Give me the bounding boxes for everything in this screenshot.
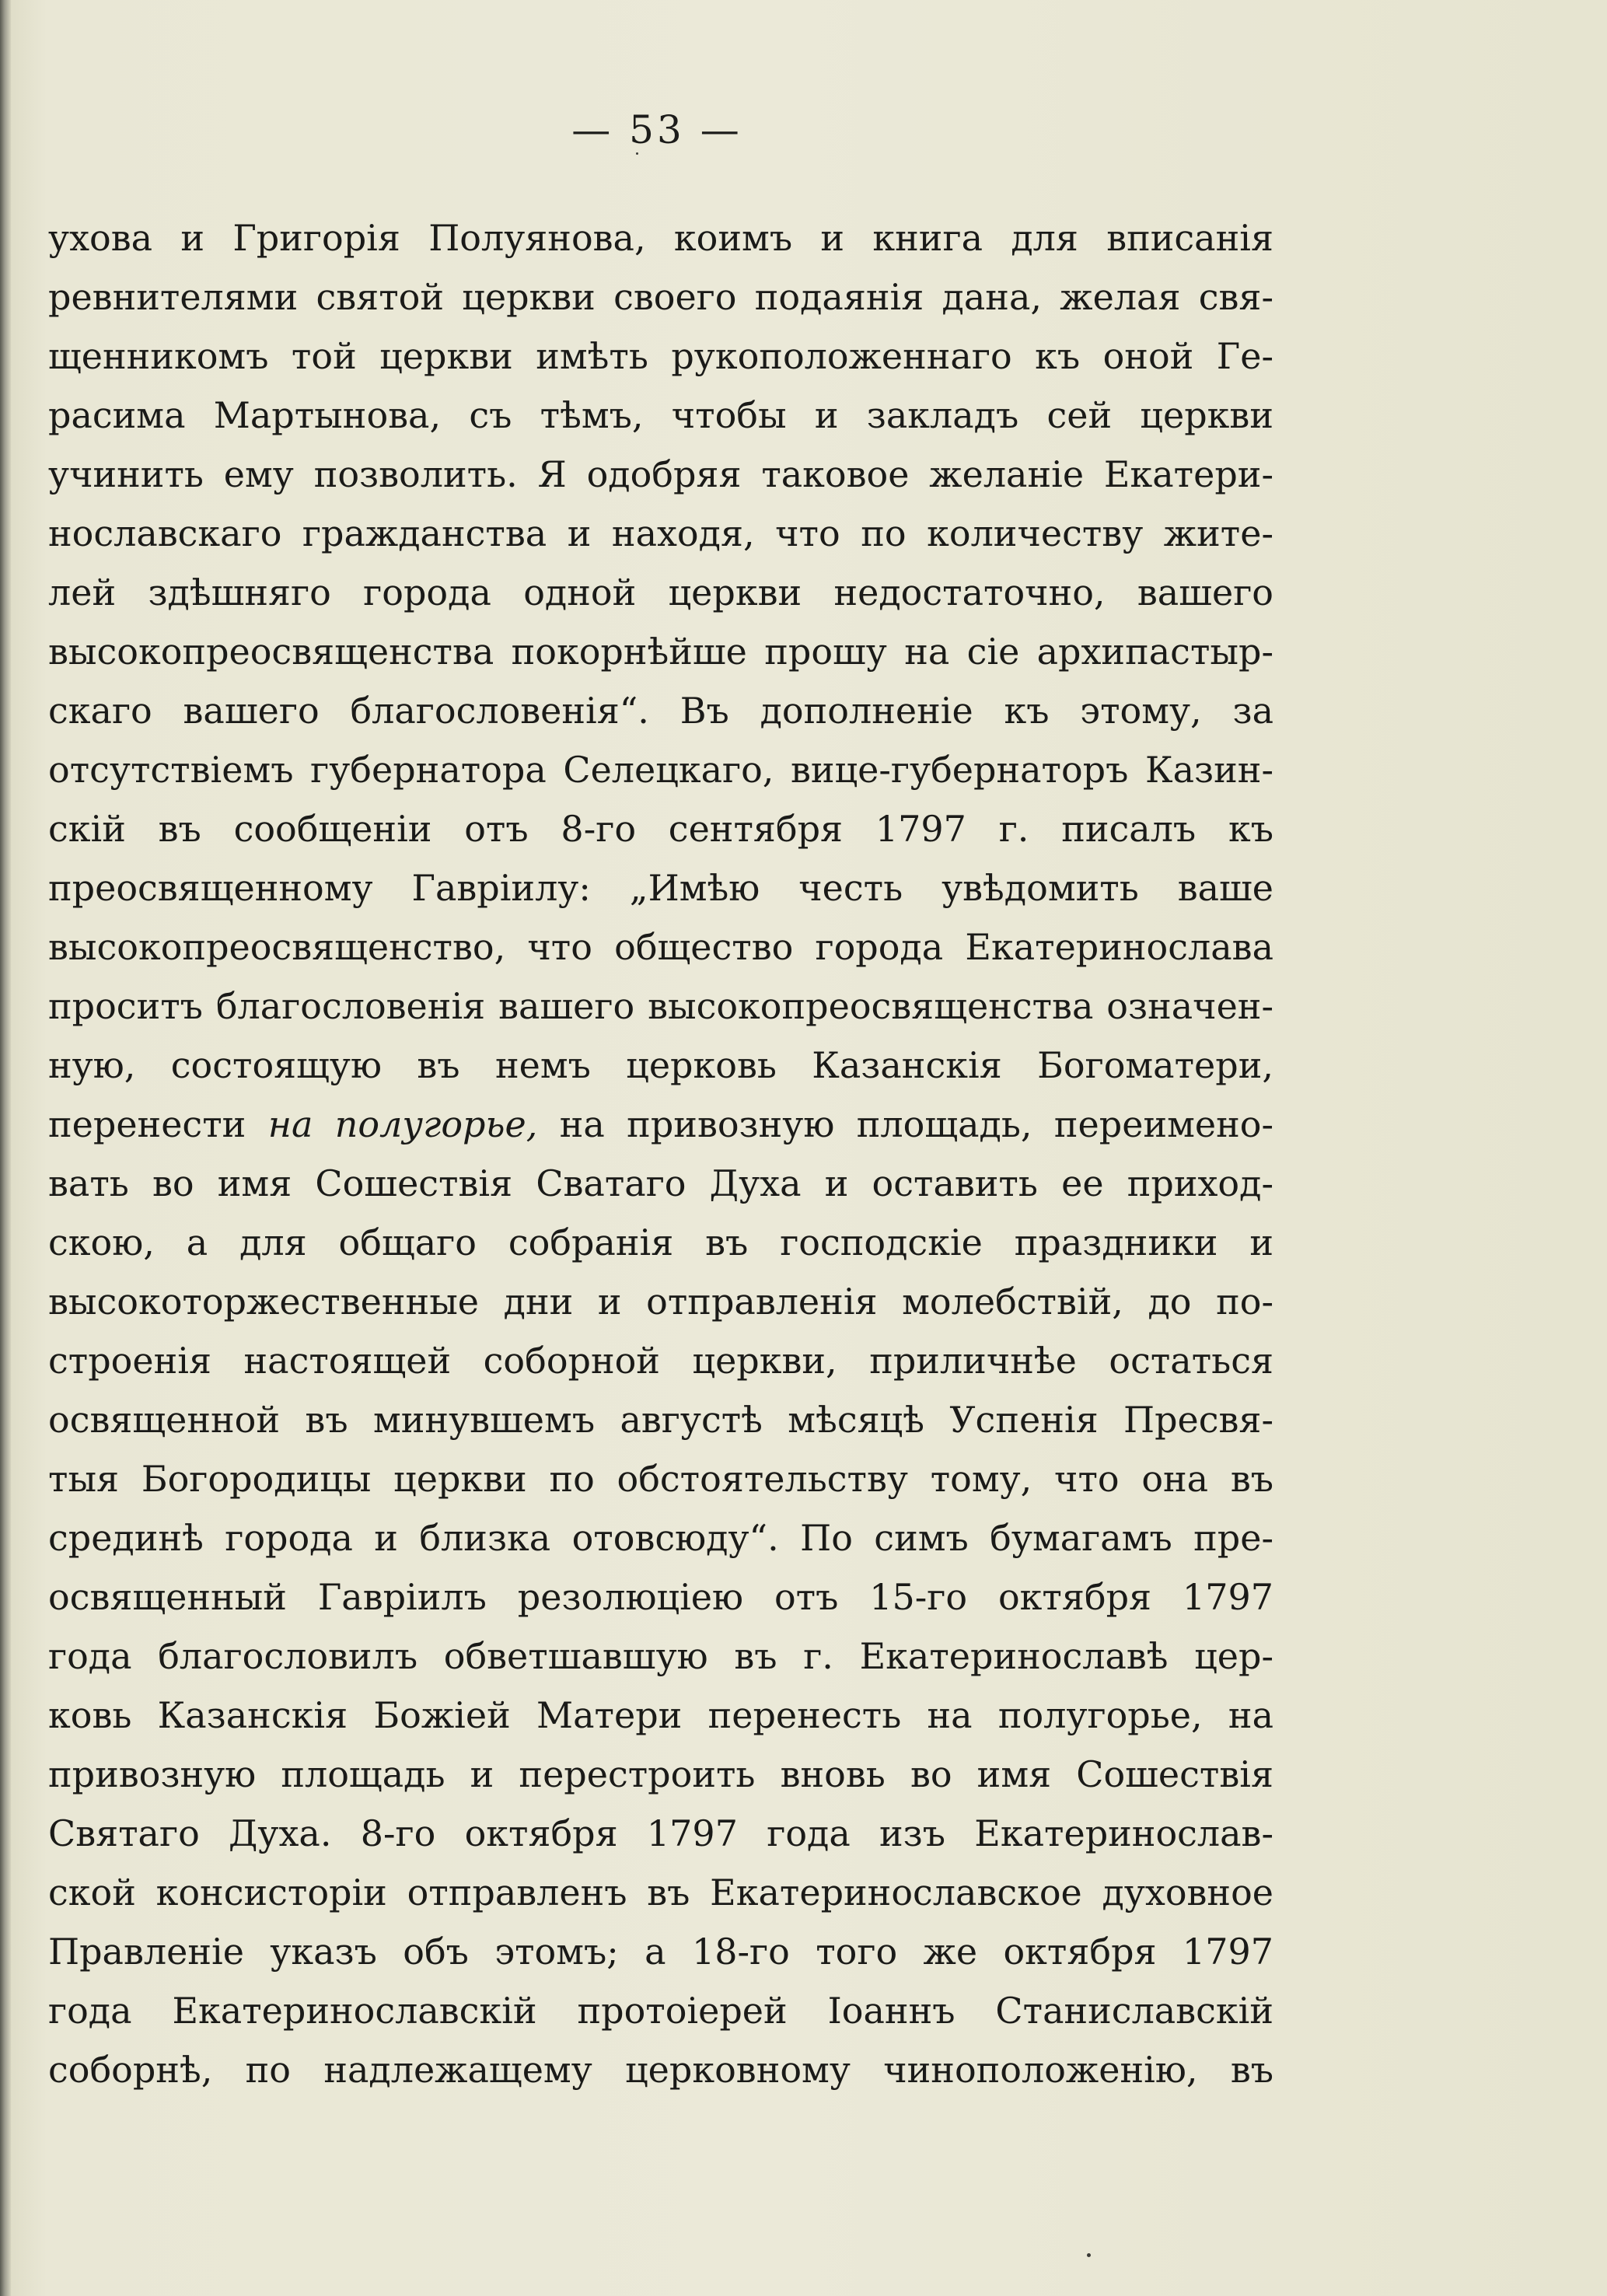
text-line: скою, а для общаго собранія въ господскіе праздники и xyxy=(48,1221,1273,1263)
text-line: Святаго Духа. 8-го октября 1797 года изъ Екатеринослав- xyxy=(48,1812,1273,1854)
text-segment: на привозную площадь, переимено- xyxy=(537,1103,1273,1145)
italic-phrase: на полугорье, xyxy=(267,1103,538,1145)
text-line: освященный Гавріилъ резолюціею отъ 15-го октября 1797 xyxy=(48,1576,1273,1618)
paper-speck xyxy=(636,152,638,155)
text-line: ской консисторіи отправленъ въ Екатеринославское духовное xyxy=(48,1871,1273,1913)
text-line: строенія настоящей соборной церкви, приличнѣе остаться xyxy=(48,1340,1273,1382)
text-line: ухова и Григорія Полуянова, коимъ и книга для вписанія xyxy=(48,217,1273,259)
text-line: высокопреосвященства покорнѣйше прошу на сіе архипастыр- xyxy=(48,631,1273,673)
text-line-with-italic xyxy=(48,1095,1273,1154)
text-line: учинить ему позволить. Я одобряя таковое желаніе Екатери- xyxy=(48,453,1273,495)
text-line: ревнителями святой церкви своего подаянія дана, желая свя- xyxy=(48,276,1273,318)
text-line: скій въ сообщеніи отъ 8-го сентября 1797 г. писалъ къ xyxy=(48,808,1273,850)
text-line: лей здѣшняго города одной церкви недостаточно, вашего xyxy=(48,571,1273,613)
text-line: освященной въ минувшемъ августѣ мѣсяцѣ Успенія Пресвя- xyxy=(48,1399,1273,1441)
page-number: — 53 — xyxy=(571,107,742,152)
text-segment: перенести xyxy=(48,1103,268,1145)
text-line: ную, состоящую въ немъ церковь Казанскія Богоматери, xyxy=(48,1044,1273,1086)
text-line: соборнѣ, по надлежащему церковному чиноположенію, въ xyxy=(48,2049,1273,2091)
page-binding-edge xyxy=(0,0,11,2296)
text-line: отсутствіемъ губернатора Селецкаго, вице-губернаторъ Казин- xyxy=(48,749,1273,791)
text-line: вать во имя Сошествія Сватаго Духа и оставить ее приход- xyxy=(48,1162,1273,1204)
text-line: преосвященному Гавріилу: „Имѣю честь увѣдомить ваше xyxy=(48,867,1273,909)
text-line: проситъ благословенія вашего высокопреосвященства означен- xyxy=(48,985,1273,1027)
text-line: тыя Богородицы церкви по обстоятельству тому, что она въ xyxy=(48,1458,1273,1500)
text-line: года Екатеринославскій протоіерей Іоаннъ Станиславскій xyxy=(48,1990,1273,2032)
text-line: скаго вашего благословенія“. Въ дополненіе къ этому, за xyxy=(48,690,1273,732)
text-line: нославскаго гражданства и находя, что по количеству жите- xyxy=(48,512,1273,554)
text-line: срединѣ города и близка отовсюду“. По симъ бумагамъ пре- xyxy=(48,1517,1273,1559)
paper-speck xyxy=(1087,2253,1091,2257)
text-line: высокопреосвященство, что общество города Екатеринослава xyxy=(48,926,1273,968)
text-line: года благословилъ обветшавшую въ г. Екатеринославѣ цер- xyxy=(48,1635,1273,1677)
text-line: щенникомъ той церкви имѣть рукоположеннаго къ оной Ге- xyxy=(48,335,1273,377)
body-text xyxy=(48,208,1273,2099)
text-line: Правленіе указъ объ этомъ; а 18-го того же октября 1797 xyxy=(48,1931,1273,1973)
text-line: высокоторжественные дни и отправленія молебствій, до по- xyxy=(48,1281,1273,1323)
text-line: расима Мартынова, съ тѣмъ, чтобы и закладъ сей церкви xyxy=(48,394,1273,436)
text-line: привозную площадь и перестроить вновь во имя Сошествія xyxy=(48,1753,1273,1795)
text-line: ковь Казанскія Божіей Матери перенесть на полугорье, на xyxy=(48,1694,1273,1736)
